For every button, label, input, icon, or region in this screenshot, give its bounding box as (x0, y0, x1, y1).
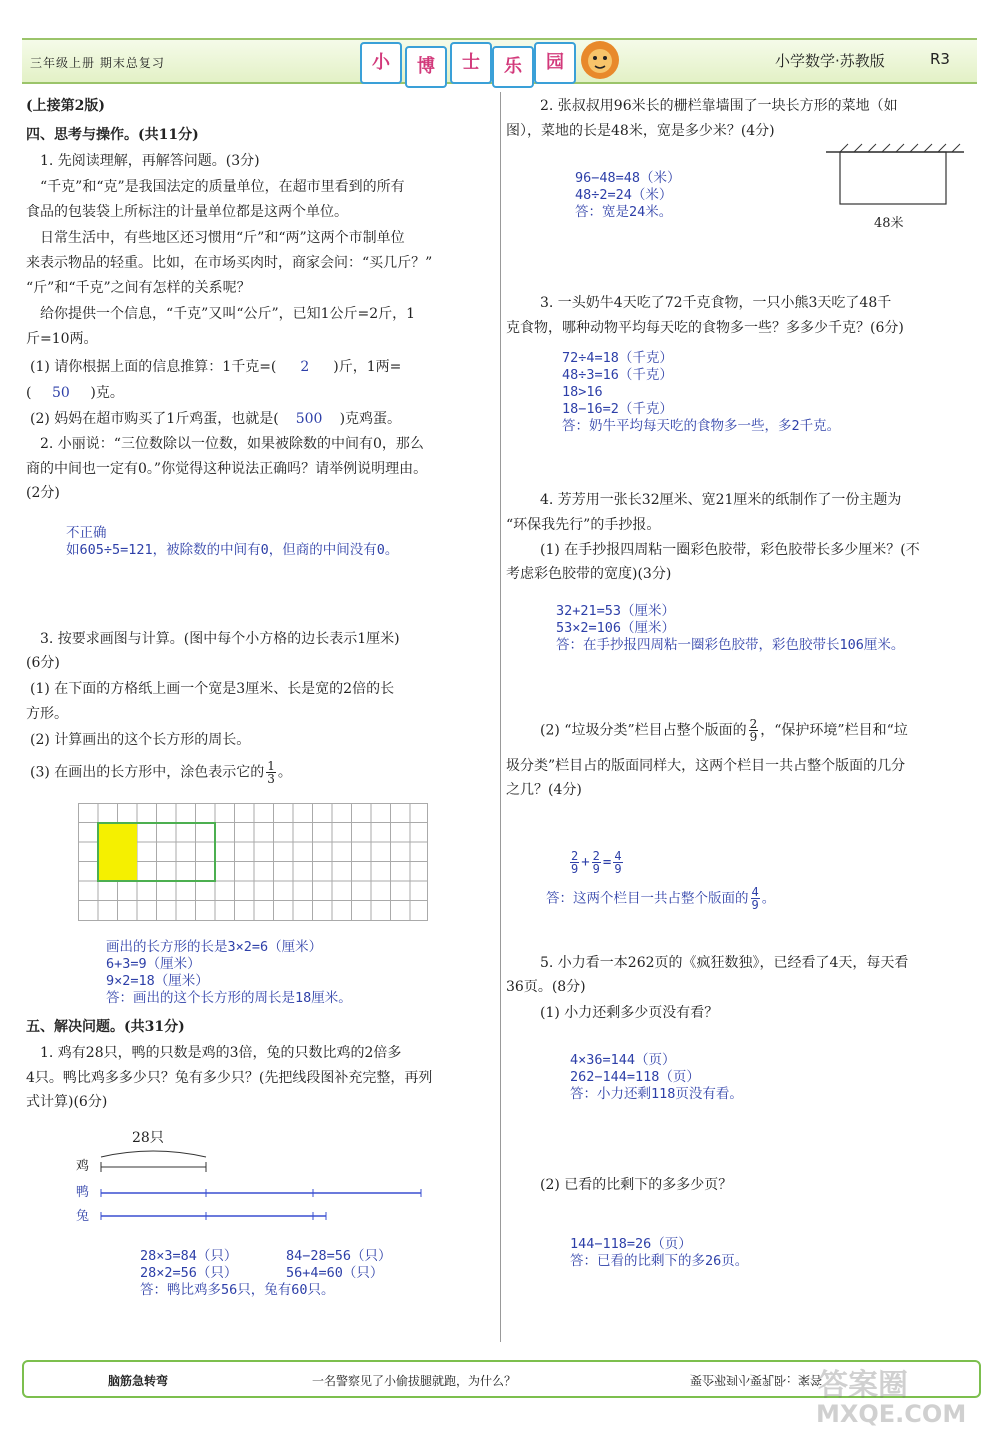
r-q2-answer-2: 48÷2=24（米） (575, 187, 673, 203)
q3-answer-1: 画出的长方形的长是3×2=6（厘米） (106, 939, 323, 955)
diagram-label-28: 28只 (132, 1130, 164, 1146)
r-q4-sub1a: (1) 在手抄报四周粘一圈彩色胶带，彩色胶带长多少厘米？(不 (540, 542, 920, 558)
r-q4-answer-1: 32+21=53（厘米） (556, 603, 676, 619)
badge-2: 博 (405, 46, 447, 88)
r-q4-2-answer: 答：这两个栏目一共占整个版面的 $\frac{4}{9}$ 。 (546, 885, 776, 912)
badge-4: 乐 (492, 46, 534, 88)
q5-answer-2b: 56+4=60（只） (286, 1265, 384, 1281)
footer-question: 一名警察见了小偷拔腿就跑，为什么？ (312, 1374, 517, 1388)
q2-line-b: 商的中间也一定有0。”你觉得这种说法正确吗？请举例说明理由。 (26, 461, 428, 477)
q3-answer-4: 答：画出的这个长方形的周长是18厘米。 (106, 990, 352, 1006)
r-q3-answer-2: 48÷3=16（千克） (562, 367, 673, 383)
q2-answer-2: 如605÷5=121，被除数的中间有0，但商的中间没有0。 (66, 542, 399, 558)
r-q4-line-a: 4. 芳芳用一张长32厘米、宽21厘米的纸制作了一份主题为 (540, 492, 902, 508)
r-q2-answer-1: 96−48=48（米） (575, 170, 681, 186)
q5-answer-1a: 28×3=84（只） (140, 1248, 238, 1264)
r-q3-answer-5: 答：奶牛平均每天吃的食物多一些，多2千克。 (562, 418, 841, 434)
q5-1-line-c: 式计算)(6分) (26, 1094, 108, 1110)
r-q2-answer-3: 答：宽是24米。 (575, 204, 673, 220)
lion-mascot-icon (575, 38, 625, 82)
section-4-title: 四、思考与操作。(共11分) (26, 127, 199, 143)
q1-1-answer-2: 50 (52, 385, 70, 401)
r-q5-1-answer-1: 4×36=144（页） (570, 1052, 676, 1068)
q1-p2c: “斤”和“千克”之间有怎样的关系呢？ (26, 280, 251, 296)
grid-paper (78, 803, 428, 921)
q5-1-line-a: 1. 鸡有28只，鸭的只数是鸡的3倍，兔的只数比鸡的2倍多 (40, 1045, 402, 1061)
r-q4-line-b: “环保我先行”的手抄报。 (506, 517, 661, 533)
q1-title: 1. 先阅读理解，再解答问题。(3分) (40, 153, 260, 169)
r-q5-sub2: (2) 已看的比剩下的多多少页？ (540, 1177, 733, 1193)
q5-answer-2a: 28×2=56（只） (140, 1265, 238, 1281)
badge-5: 园 (534, 42, 576, 84)
q1-p1b: 食品的包装袋上所标注的计量单位都是这两个单位。 (26, 204, 348, 220)
r-q4-sub2d: 之几？(4分) (506, 782, 582, 798)
diagram-ji: 鸡 (76, 1159, 90, 1174)
q3-sub1b: 方形。 (26, 706, 68, 722)
r-q3-answer-4: 18−16=2（千克） (562, 401, 673, 417)
continued-note: (上接第2版) (26, 98, 105, 114)
q3-sub3: (3) 在画出的长方形中，涂色表示它的 $\frac{1}{3}$ 。 (30, 759, 292, 786)
q5-answer-3: 答：鸭比鸡多56只，兔有60只。 (140, 1282, 335, 1298)
r-q3-answer-3: 18>16 (562, 384, 603, 400)
q2-answer-1: 不正确 (66, 525, 107, 541)
fraction-two-ninths: $\frac{2}{9}$ (749, 717, 758, 744)
r-q4-sub2a: (2) “垃圾分类”栏目占整个版面的 $\frac{2}{9}$ ，“保护环境”栏目和“垃 (540, 717, 908, 744)
q3-answer-2: 6+3=9（厘米） (106, 956, 201, 972)
diagram-tu: 兔 (76, 1209, 90, 1224)
column-divider (500, 92, 501, 1342)
q1-p3b: 斤=10两。 (26, 331, 98, 347)
badge-1: 小 (360, 42, 402, 84)
header-left-title: 三年级上册 期末总复习 (30, 56, 165, 70)
q1-1-answer-1: 2 (300, 359, 310, 375)
footer-answer: 要企邪到小要乳卧：案答 (690, 1373, 823, 1387)
watermark-url: MXQE.COM (816, 1400, 967, 1428)
r-q3-line-a: 3. 一头奶牛4天吃了72千克食物，一只小熊3天吃了48千 (540, 295, 892, 311)
section-5-title: 五、解决问题。(共31分) (26, 1019, 185, 1035)
r-q3-line-b: 克食物，哪种动物平均每天吃的食物多一些？多多少千克？(6分) (506, 320, 904, 336)
q1-2-answer: 500 (295, 411, 323, 427)
r-q4-2-equation: $\frac{2}{9}$ + $\frac{2}{9}$ = $\frac{4}{9}$ (571, 849, 622, 876)
badge-3: 士 (450, 42, 492, 84)
r-q5-1-answer-3: 答：小力还剩118页没有看。 (570, 1086, 743, 1102)
fence-wall-diagram (826, 142, 966, 210)
r-q5-line-a: 5. 小力看一本262页的《疯狂数独》，已经看了4天，每天看 (540, 955, 909, 971)
segment-diagram (96, 1147, 426, 1227)
r-q2-line-b: 图），菜地的长是48米，宽是多少米？(4分) (506, 123, 775, 139)
footer-title: 脑筋急转弯 (108, 1374, 169, 1388)
diagram-ya: 鸭 (76, 1185, 90, 1200)
q2-line-c: (2分) (26, 485, 60, 501)
q1-sub2: (2) 妈妈在超市购买了1斤鸡蛋，也就是( 500 )克鸡蛋。 (30, 408, 401, 430)
shaded-third (98, 823, 137, 881)
fraction-one-third: $\frac{1}{3}$ (267, 759, 275, 786)
q1-p2b: 来表示物品的轻重。比如，在市场买肉时，商家会问：“买几斤？” (26, 255, 433, 271)
q3-sub2: (2) 计算画出的这个长方形的周长。 (30, 732, 251, 748)
r-q5-1-answer-2: 262−144=118（页） (570, 1069, 700, 1085)
q1-sub1-cont: ( 50 )克。 (26, 382, 124, 404)
r-q5-line-b: 36页。(8分) (506, 979, 586, 995)
r-q4-answer-2: 53×2=106（厘米） (556, 620, 676, 636)
r-q5-2-answer-1: 144−118=26（页） (570, 1236, 692, 1252)
page-number: R3 (930, 50, 950, 68)
q1-p1a: “千克”和“克”是我国法定的质量单位，在超市里看到的所有 (40, 179, 405, 195)
header-subject: 小学数学·苏教版 (775, 52, 885, 70)
r-q3-answer-1: 72÷4=18（千克） (562, 350, 673, 366)
r-q5-sub1: (1) 小力还剩多少页没有看？ (540, 1005, 719, 1021)
q1-sub1: (1) 请你根据上面的信息推算：1千克=( 2 )斤，1两= (30, 356, 401, 378)
q5-1-line-b: 4只。鸭比鸡多多少只？兔有多少只？(先把线段图补充完整，再列 (26, 1070, 433, 1086)
q1-p3a: 给你提供一个信息，“千克”又叫“公斤”，已知1公斤=2斤，1 (40, 306, 416, 322)
r-q2-label: 48米 (874, 216, 904, 231)
r-q4-sub2c: 圾分类”栏目占的版面同样大，这两个栏目一共占整个版面的几分 (506, 758, 906, 774)
r-q4-answer-3: 答：在手抄报四周粘一圈彩色胶带，彩色胶带长106厘米。 (556, 637, 905, 653)
q2-line-a: 2. 小丽说：“三位数除以一位数，如果被除数的中间有0，那么 (40, 436, 424, 452)
r-q4-sub1b: 考虑彩色胶带的宽度)(3分) (506, 566, 672, 582)
watermark-logo: 答案圈 (818, 1368, 908, 1403)
q3-line-a: 3. 按要求画图与计算。(图中每个小方格的边长表示1厘米) (40, 631, 400, 647)
q3-sub1a: (1) 在下面的方格纸上画一个宽是3厘米、长是宽的2倍的长 (30, 681, 395, 697)
q5-answer-1b: 84−28=56（只） (286, 1248, 392, 1264)
q3-line-b: (6分) (26, 655, 60, 671)
q1-p2a: 日常生活中，有些地区还习惯用“斤”和“两”这两个市制单位 (40, 230, 405, 246)
q3-answer-3: 9×2=18（厘米） (106, 973, 209, 989)
r-q5-2-answer-2: 答：已看的比剩下的多26页。 (570, 1253, 749, 1269)
r-q2-line-a: 2. 张叔叔用96米长的栅栏靠墙围了一块长方形的菜地（如 (540, 98, 898, 114)
